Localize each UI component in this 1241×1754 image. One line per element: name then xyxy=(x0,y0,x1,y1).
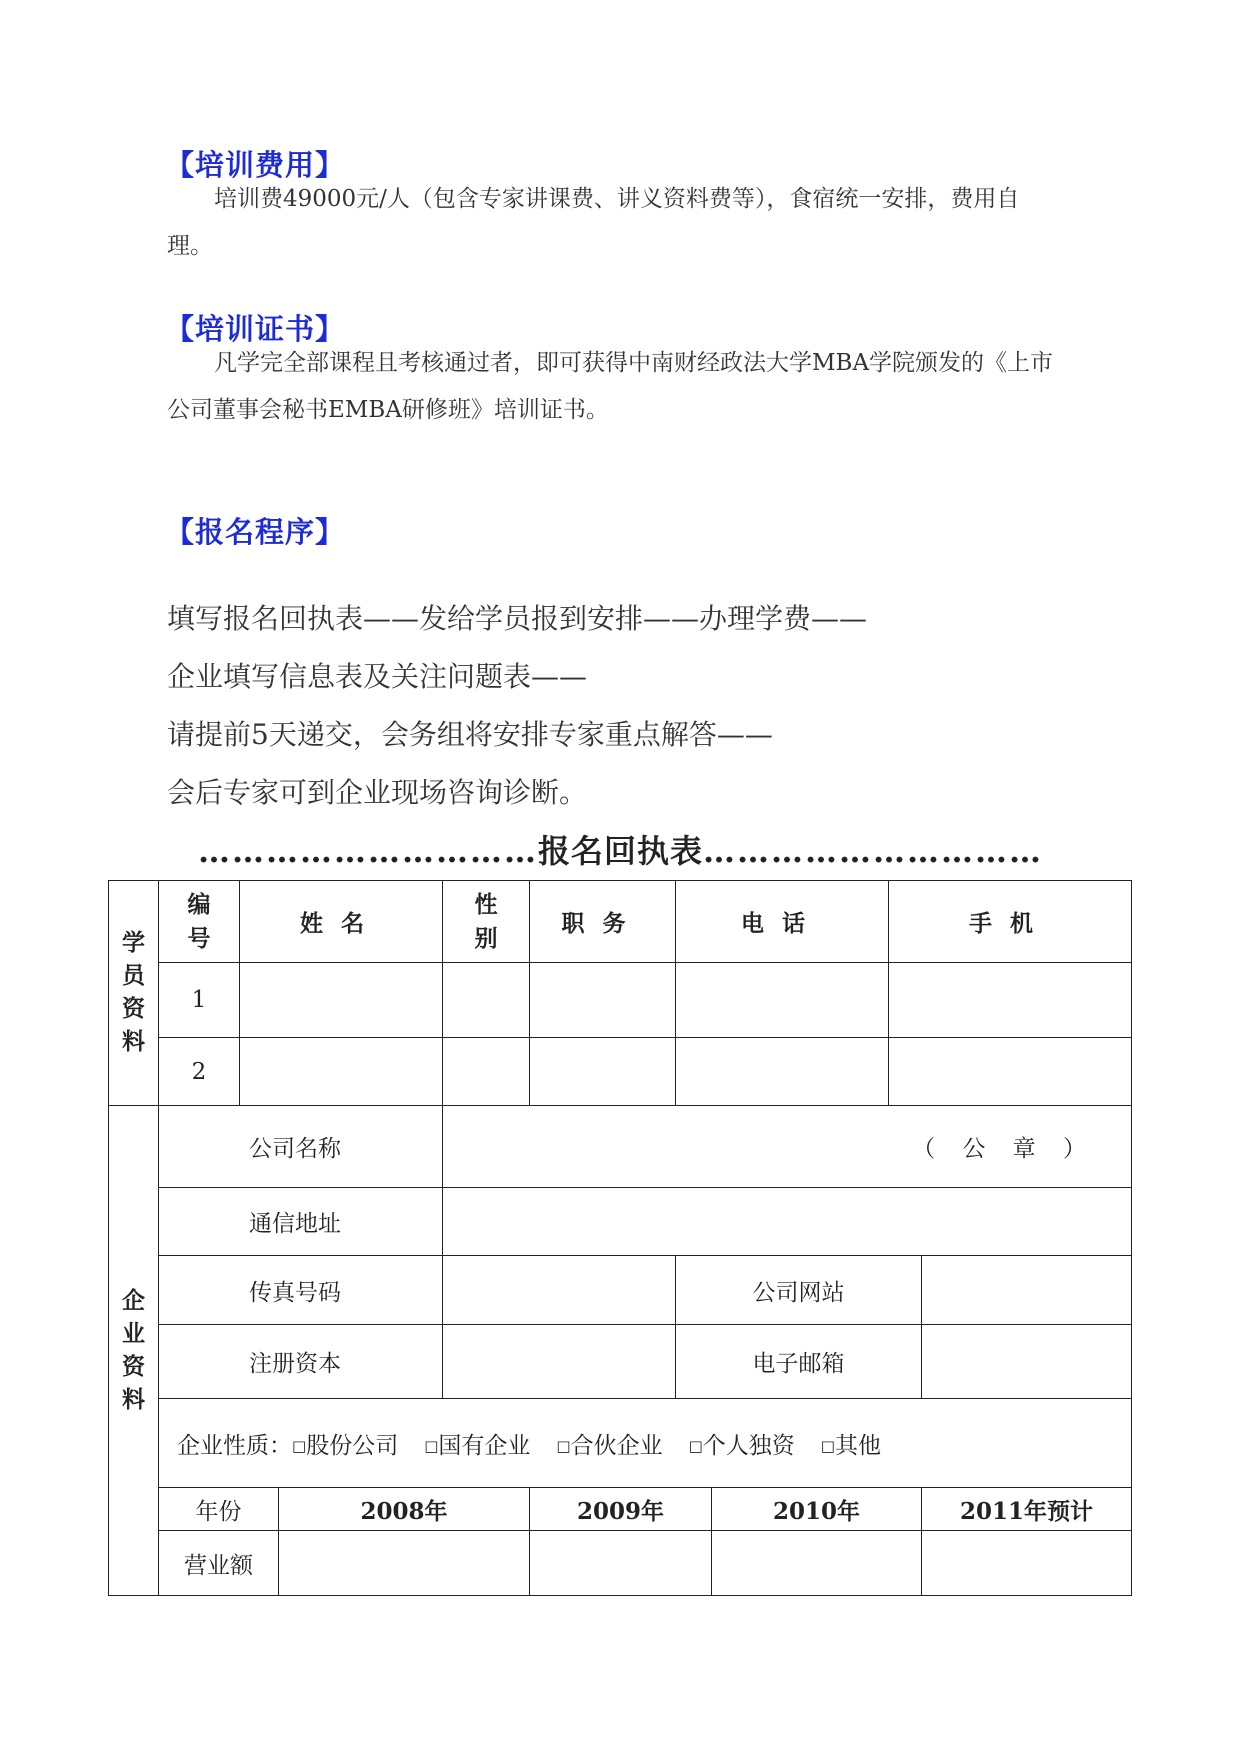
website-field[interactable] xyxy=(922,1256,1132,1325)
company-label-char: 料 xyxy=(122,1386,145,1413)
company-nature-label: 企业性质： xyxy=(177,1432,292,1459)
revenue-field[interactable] xyxy=(279,1531,530,1596)
company-label-char: 企 xyxy=(122,1287,145,1314)
capital-label: 注册资本 xyxy=(159,1325,443,1399)
registration-form-title xyxy=(0,826,1241,872)
column-mobile-header: 手机 xyxy=(889,881,1132,963)
nature-option[interactable] xyxy=(689,1433,795,1459)
student-mobile-field[interactable] xyxy=(889,1038,1132,1106)
revenue-label: 营业额 xyxy=(159,1531,279,1596)
checkbox-icon[interactable]: □ xyxy=(292,1436,307,1455)
company-label-char: 资 xyxy=(122,1353,145,1380)
company-name-field[interactable] xyxy=(443,1106,1132,1188)
company-nature-row xyxy=(109,1399,1132,1488)
fee-line-1: 培训费49000元/人（包含专家讲课费、讲义资料费等），食宿统一安排，费用自 xyxy=(214,186,1020,212)
nature-option[interactable] xyxy=(821,1433,881,1459)
revenue-field[interactable] xyxy=(530,1531,712,1596)
procedure-line: 会后专家可到企业现场咨询诊断。 xyxy=(167,776,588,809)
student-label-char: 资 xyxy=(122,996,145,1022)
student-position-field[interactable] xyxy=(530,963,676,1038)
header-char: 性 xyxy=(474,891,498,918)
nature-option-label: 股份公司 xyxy=(306,1432,399,1459)
title-text: 报名回执表 xyxy=(537,832,703,870)
student-phone-field[interactable] xyxy=(676,1038,889,1106)
year-header-row xyxy=(109,1488,1132,1531)
capital-field[interactable] xyxy=(443,1325,676,1399)
company-nature-cell xyxy=(159,1399,1132,1488)
revenue-field[interactable] xyxy=(922,1531,1132,1596)
company-seal-text: （ 公 章 ） xyxy=(912,1136,1086,1162)
company-info-section-label xyxy=(109,1106,159,1596)
address-row xyxy=(109,1188,1132,1256)
certificate-line-2: 公司董事会秘书EMBA研修班》培训证书。 xyxy=(167,397,609,423)
certificate-line-1: 凡学完全部课程且考核通过者，即可获得中南财经政法大学MBA学院颁发的《上市 xyxy=(214,350,1054,376)
student-label-char: 学 xyxy=(122,930,145,956)
year-label: 年份 xyxy=(159,1488,279,1531)
revenue-field[interactable] xyxy=(712,1531,922,1596)
student-mobile-field[interactable] xyxy=(889,963,1132,1038)
nature-option[interactable] xyxy=(556,1433,662,1459)
student-header-row xyxy=(109,881,1132,963)
year-header: 2011年预计 xyxy=(922,1488,1132,1531)
checkbox-icon[interactable]: □ xyxy=(820,1436,835,1455)
column-name-header: 姓名 xyxy=(240,881,443,963)
nature-option-label: 个人独资 xyxy=(702,1432,795,1459)
address-field[interactable] xyxy=(443,1188,1132,1256)
column-gender-header xyxy=(443,881,530,963)
fax-label: 传真号码 xyxy=(159,1256,443,1325)
nature-option-label: 国有企业 xyxy=(438,1432,531,1459)
fee-section-title: 【培训费用】 xyxy=(165,148,346,182)
student-phone-field[interactable] xyxy=(676,963,889,1038)
year-header: 2009年 xyxy=(530,1488,712,1531)
revenue-row xyxy=(109,1531,1132,1596)
student-row xyxy=(109,963,1132,1038)
company-label-char: 业 xyxy=(122,1320,145,1347)
email-field[interactable] xyxy=(922,1325,1132,1399)
company-name-label: 公司名称 xyxy=(159,1106,443,1188)
email-label: 电子邮箱 xyxy=(676,1325,922,1399)
student-label-char: 员 xyxy=(122,963,145,989)
procedure-section-title: 【报名程序】 xyxy=(165,515,346,549)
procedure-line: 填写报名回执表——发给学员报到安排——办理学费—— xyxy=(167,602,868,635)
title-dots-left: ………………………… xyxy=(197,832,538,870)
header-char: 号 xyxy=(187,925,211,952)
student-gender-field[interactable] xyxy=(443,1038,530,1106)
company-name-row xyxy=(109,1106,1132,1188)
student-row-number: 1 xyxy=(159,963,240,1038)
checkbox-icon[interactable]: □ xyxy=(424,1436,439,1455)
fax-field[interactable] xyxy=(443,1256,676,1325)
fee-paragraph xyxy=(167,176,1087,270)
fax-website-row xyxy=(109,1256,1132,1325)
year-header: 2008年 xyxy=(279,1488,530,1531)
checkbox-icon[interactable]: □ xyxy=(688,1436,703,1455)
registration-form-table xyxy=(108,880,1132,1596)
certificate-paragraph xyxy=(167,340,1087,434)
column-number-header xyxy=(159,881,240,963)
student-gender-field[interactable] xyxy=(443,963,530,1038)
nature-option[interactable] xyxy=(424,1433,530,1459)
title-dots-right: ………………………… xyxy=(703,832,1043,870)
column-phone-header: 电话 xyxy=(676,881,889,963)
student-name-field[interactable] xyxy=(240,1038,443,1106)
nature-option-label: 其他 xyxy=(834,1432,881,1459)
procedure-line: 请提前5天递交，会务组将安排专家重点解答—— xyxy=(167,718,773,751)
header-char: 编 xyxy=(187,891,211,918)
checkbox-icon[interactable]: □ xyxy=(556,1436,571,1455)
column-position-header: 职务 xyxy=(530,881,676,963)
nature-option[interactable] xyxy=(292,1433,398,1459)
year-header: 2010年 xyxy=(712,1488,922,1531)
address-label: 通信地址 xyxy=(159,1188,443,1256)
capital-email-row xyxy=(109,1325,1132,1399)
nature-option-label: 合伙企业 xyxy=(570,1432,663,1459)
student-position-field[interactable] xyxy=(530,1038,676,1106)
student-label-char: 料 xyxy=(122,1029,145,1055)
student-row-number: 2 xyxy=(159,1038,240,1106)
student-info-section-label xyxy=(109,881,159,1106)
website-label: 公司网站 xyxy=(676,1256,922,1325)
header-char: 别 xyxy=(474,925,498,952)
student-name-field[interactable] xyxy=(240,963,443,1038)
student-row xyxy=(109,1038,1132,1106)
fee-line-2: 理。 xyxy=(167,233,213,259)
procedure-line: 企业填写信息表及关注问题表—— xyxy=(167,660,588,693)
certificate-section-title: 【培训证书】 xyxy=(165,312,346,346)
